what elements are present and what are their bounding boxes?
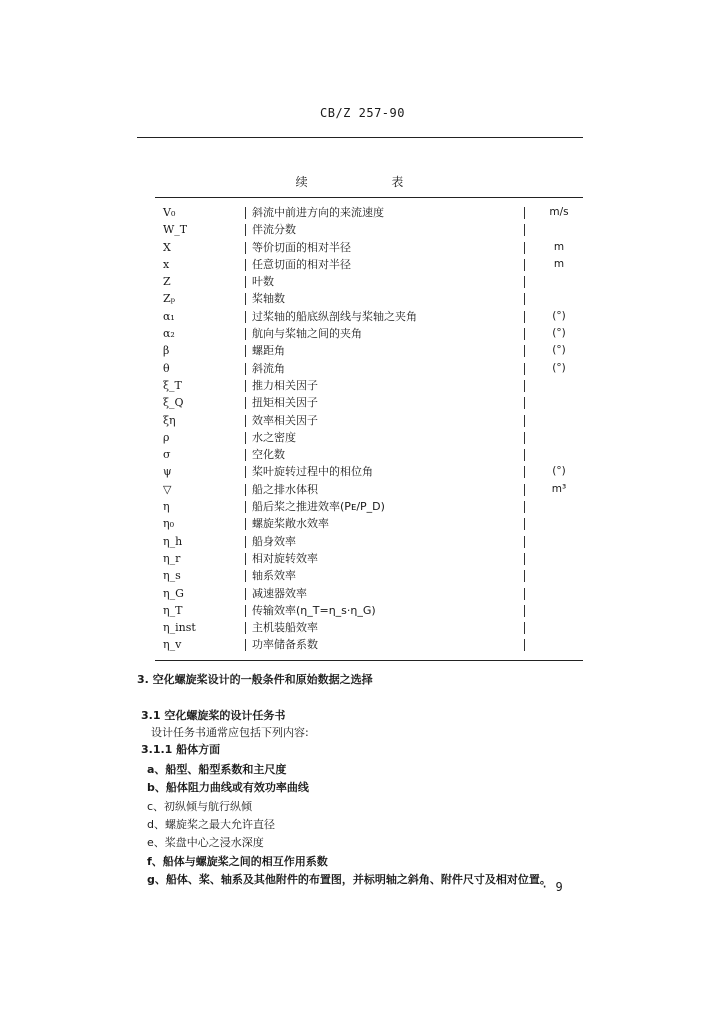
column-divider	[524, 224, 525, 236]
row-symbol: α₂	[163, 327, 175, 341]
table-row	[155, 602, 583, 619]
table-title: 续 表	[295, 175, 430, 189]
row-description: 主机装船效率	[252, 621, 318, 635]
column-divider	[245, 518, 246, 530]
row-unit: (°)	[552, 361, 566, 374]
row-description: 船之排水体积	[252, 482, 318, 496]
column-divider	[524, 518, 525, 530]
row-symbol: η_h	[163, 534, 183, 548]
table-row	[155, 394, 583, 411]
list-item: f、船体与螺旋桨之间的相互作用系数	[147, 854, 328, 868]
section-3-1-1-heading: 3.1.1 船体方面	[141, 743, 221, 756]
list-item: e、桨盘中心之浸水深度	[147, 836, 264, 850]
column-divider	[245, 588, 246, 600]
column-divider	[245, 224, 246, 236]
table-row	[155, 636, 583, 653]
symbol-table	[155, 204, 583, 654]
column-divider	[245, 345, 246, 357]
row-description: 等价切面的相对半径	[252, 240, 351, 254]
row-description: 叶数	[252, 275, 274, 289]
row-symbol: σ	[163, 448, 171, 462]
row-description: 桨叶旋转过程中的相位角	[252, 465, 373, 479]
column-divider	[524, 363, 525, 375]
row-unit: m³	[551, 482, 567, 495]
row-symbol: ρ	[163, 430, 170, 444]
column-divider	[524, 570, 525, 582]
column-divider	[245, 553, 246, 565]
row-description: 螺旋桨敞水效率	[252, 517, 329, 531]
page-number: · 9	[541, 880, 563, 894]
row-symbol: ξη	[163, 413, 176, 427]
column-divider	[524, 259, 525, 271]
row-description: 过桨轴的船底纵剖线与桨轴之夹角	[252, 309, 417, 323]
column-divider	[245, 397, 246, 409]
row-unit: m	[553, 257, 565, 270]
column-divider	[524, 415, 525, 427]
column-divider	[524, 293, 525, 305]
section-3-heading: 3. 空化螺旋桨设计的一般条件和原始数据之选择	[137, 673, 373, 686]
row-description: 扭矩相关因子	[252, 396, 318, 410]
table-bottom-rule	[155, 660, 583, 661]
column-divider	[524, 536, 525, 548]
table-row	[155, 342, 583, 359]
row-symbol: V₀	[163, 206, 176, 219]
row-symbol: ξ_T	[163, 378, 182, 392]
column-divider	[524, 432, 525, 444]
row-description: 空化数	[252, 448, 285, 462]
row-description: 功率储备系数	[252, 638, 318, 652]
table-row	[155, 204, 583, 221]
column-divider	[524, 553, 525, 565]
column-divider	[524, 449, 525, 461]
column-divider	[245, 484, 246, 496]
column-divider	[245, 605, 246, 617]
row-symbol: η_v	[163, 638, 182, 652]
column-divider	[524, 397, 525, 409]
column-divider	[524, 328, 525, 340]
row-description: 推力相关因子	[252, 378, 318, 392]
section-3-1-heading: 3.1 空化螺旋桨的设计任务书	[141, 709, 286, 722]
column-divider	[245, 501, 246, 513]
column-divider	[524, 380, 525, 392]
column-divider	[245, 328, 246, 340]
document-code: CB/Z 257-90	[320, 106, 405, 120]
list-item: g、船体、桨、轴系及其他附件的布置图，并标明轴之斜角、附件尺寸及相对位置。	[147, 872, 551, 886]
row-description: 船后桨之推进效率(Pᴇ/P_D)	[252, 500, 385, 514]
list-item: c、初纵倾与航行纵倾	[147, 799, 253, 813]
row-symbol: Zₚ	[163, 292, 176, 306]
row-symbol: η	[163, 500, 170, 514]
column-divider	[524, 501, 525, 513]
row-symbol: ψ	[163, 465, 172, 479]
table-row	[155, 550, 583, 567]
header-rule	[137, 137, 583, 138]
table-row	[155, 273, 583, 290]
table-row	[155, 360, 583, 377]
table-row	[155, 481, 583, 498]
row-symbol: η_s	[163, 569, 181, 583]
column-divider	[245, 242, 246, 254]
column-divider	[245, 622, 246, 634]
column-divider	[245, 415, 246, 427]
row-description: 船身效率	[252, 534, 296, 548]
column-divider	[245, 449, 246, 461]
column-divider	[524, 639, 525, 651]
column-divider	[245, 380, 246, 392]
table-row	[155, 308, 583, 325]
row-symbol: η_inst	[163, 621, 196, 635]
row-description: 任意切面的相对半径	[252, 257, 351, 271]
table-row	[155, 585, 583, 602]
table-row	[155, 239, 583, 256]
row-description: 斜流角	[252, 361, 285, 375]
column-divider	[245, 536, 246, 548]
row-symbol: Z	[163, 275, 171, 289]
column-divider	[245, 639, 246, 651]
column-divider	[524, 276, 525, 288]
list-item: b、船体阻力曲线或有效功率曲线	[147, 781, 309, 795]
row-description: 伴流分数	[252, 223, 296, 237]
column-divider	[524, 466, 525, 478]
row-unit: (°)	[552, 309, 566, 322]
list-item: d、螺旋桨之最大允许直径	[147, 817, 275, 831]
row-description: 水之密度	[252, 430, 296, 444]
row-symbol: ▽	[163, 482, 172, 496]
column-divider	[245, 276, 246, 288]
section-3-1-intro: 设计任务书通常应包括下列内容:	[151, 726, 309, 739]
row-description: 效率相关因子	[252, 413, 318, 427]
row-description: 相对旋转效率	[252, 551, 318, 565]
row-symbol: η_G	[163, 586, 184, 600]
row-unit: m/s	[549, 206, 569, 218]
row-description: 传输效率(η_T=η_s·η_G)	[252, 603, 376, 617]
row-symbol: η_T	[163, 603, 183, 617]
table-row	[155, 221, 583, 238]
table-row	[155, 619, 583, 636]
row-symbol: η_r	[163, 551, 181, 565]
list-item: a、船型、船型系数和主尺度	[147, 763, 287, 776]
row-symbol: ξ_Q	[163, 396, 184, 410]
column-divider	[524, 345, 525, 357]
row-symbol: W_T	[163, 223, 188, 237]
row-description: 减速器效率	[252, 586, 307, 600]
column-divider	[245, 466, 246, 478]
column-divider	[524, 605, 525, 617]
row-unit: (°)	[552, 465, 566, 478]
column-divider	[245, 363, 246, 375]
row-unit: (°)	[552, 344, 566, 357]
column-divider	[524, 484, 525, 496]
column-divider	[524, 242, 525, 254]
table-row	[155, 412, 583, 429]
column-divider	[245, 311, 246, 323]
row-description: 斜流中前进方向的来流速度	[252, 206, 384, 219]
table-row	[155, 256, 583, 273]
column-divider	[245, 259, 246, 271]
row-symbol: η₀	[163, 517, 174, 531]
table-row	[155, 498, 583, 515]
row-unit: (°)	[552, 327, 566, 340]
column-divider	[245, 293, 246, 305]
table-row	[155, 290, 583, 307]
table-row	[155, 533, 583, 550]
column-divider	[524, 622, 525, 634]
table-row	[155, 446, 583, 463]
table-row	[155, 377, 583, 394]
table-row	[155, 515, 583, 532]
row-description: 航向与桨轴之间的夹角	[252, 327, 362, 341]
column-divider	[524, 311, 525, 323]
column-divider	[245, 570, 246, 582]
row-description: 轴系效率	[252, 569, 296, 583]
row-description: 螺距角	[252, 344, 285, 358]
table-row	[155, 567, 583, 584]
row-symbol: X	[163, 240, 171, 254]
column-divider	[245, 432, 246, 444]
row-description: 桨轴数	[252, 292, 285, 306]
row-unit: m	[553, 240, 565, 253]
table-row	[155, 325, 583, 342]
row-symbol: x	[163, 257, 170, 271]
row-symbol: θ	[163, 361, 170, 375]
column-divider	[524, 207, 525, 219]
table-row	[155, 463, 583, 480]
table-row	[155, 429, 583, 446]
row-symbol: α₁	[163, 309, 175, 323]
row-symbol: β	[163, 344, 170, 358]
column-divider	[245, 207, 246, 219]
column-divider	[524, 588, 525, 600]
table-top-rule	[155, 197, 583, 198]
